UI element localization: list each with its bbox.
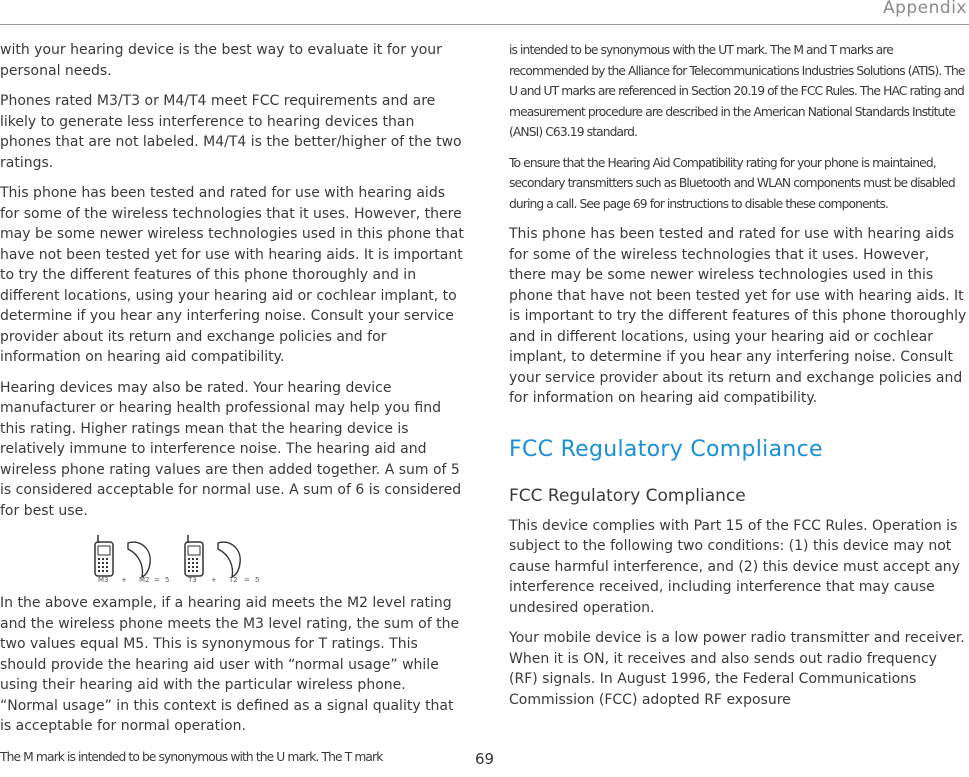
- paragraph: Hearing devices may also be rated. Your hearing device manufacturer or hearing health professional may help you find this rating. Higher ratings mean that the hearing device is relatively immune to interference noise. The hearing aid and wireless phone rating values are then added together. A sum of 5 is considered acceptable for normal use. A sum of 6 is considered for best use.: [0, 379, 462, 519]
- hearing-aid-icon: [218, 542, 240, 577]
- right-column: [509, 40, 969, 720]
- paragraph: This phone has been tested and rated for use with hearing aids for some of the wireless technologies that it uses. However, there may be some newer wireless technologies used in this phone that have not been tested yet for use with hearing aids. It is important to try the different features of this phone thoroughly and in different locations, using your hearing aid or cochlear implant, to determine if you hear any interfering noise. Consult your service provider about its return and exchange policies and for information on hearing aid compatibility.: [0, 185, 464, 365]
- paragraph: is intended to be synonymous with the UT mark. The M and T marks are recommended by the Alliance for Telecommunications Industries Solutions (ATIS). The U and UT marks are referenced in Section 20.19 of the FCC Rules. The HAC rating and measurement procedure are described in the American National Standards Institute (ANSI) C63.19 standard.: [509, 43, 965, 139]
- hac-rating-figure: [0, 531, 465, 587]
- plus-sign: +: [211, 576, 217, 584]
- paragraph: Your mobile device is a low power radio transmitter and receiver. When it is ON, it receives and also sends out radio frequency (RF) signals. In August 1996, the Federal Communications Commission (FCC) adopted RF exposure: [509, 630, 965, 708]
- t-phone-rating: T3: [188, 576, 197, 584]
- paragraph: This phone has been tested and rated for use with hearing aids for some of the wireless technologies that it uses. However, there may be some newer wireless technologies used in this phone that have not been tested yet for use with hearing aids. It is important to try the different features of this phone thoroughly and in different locations, using your hearing aid or cochlear implant, to determine if you hear any interfering noise. Consult your service provider about its return and exchange policies and for information on hearing aid compatibility.: [509, 226, 967, 406]
- t-aid-rating: T2: [229, 576, 238, 584]
- hearing-aid-icon: [128, 542, 150, 577]
- m-phone-rating: M3: [98, 576, 109, 584]
- paragraph: In the above example, if a hearing aid meets the M2 level rating and the wireless phone meets the M3 level rating, the sum of the two values equal M5. This is synonymous for T ratings. This should provide the hearing aid user with “normal usage” while using their hearing aid with the particular wireless phone. “Normal usage” in this context is defined as a signal quality that is acceptable for normal operation.: [0, 595, 460, 734]
- section-header-label: Appendix: [882, 0, 967, 18]
- subsection-title: FCC Regulatory Compliance: [509, 485, 746, 506]
- t-sum: 5: [255, 576, 260, 584]
- paragraph: Phones rated M3/T3 or M4/T4 meet FCC requirements and are likely to generate less interference to hearing devices than phones that are not labeled. M4/T4 is the better/higher of the two ratings.: [0, 93, 462, 171]
- left-column: [0, 40, 465, 777]
- equals-sign: =: [154, 576, 160, 584]
- header-divider: [0, 24, 969, 25]
- page-number: 69: [475, 750, 495, 768]
- paragraph: The M mark is intended to be synonymous with the U mark. The T mark: [0, 749, 383, 764]
- paragraph: To ensure that the Hearing Aid Compatibility rating for your phone is maintained, secondary transmitters such as Bluetooth and WLAN components must be disabled during a call. See page 69 for instructions to disable these components.: [509, 155, 955, 211]
- paragraph: This device complies with Part 15 of the FCC Rules. Operation is subject to the following two conditions: (1) this device may not cause harmful interference, and (2) this device must accept any interference received, including interference that may cause undesired operation.: [509, 517, 960, 616]
- plus-sign: +: [121, 576, 127, 584]
- phone-icon: [95, 535, 113, 576]
- m-aid-rating: M2: [139, 576, 150, 584]
- paragraph: with your hearing device is the best way to evaluate it for your personal needs.: [0, 42, 442, 79]
- equals-sign: =: [244, 576, 250, 584]
- phone-icon: [185, 535, 203, 576]
- section-title: FCC Regulatory Compliance: [509, 436, 823, 462]
- m-sum: 5: [165, 576, 170, 584]
